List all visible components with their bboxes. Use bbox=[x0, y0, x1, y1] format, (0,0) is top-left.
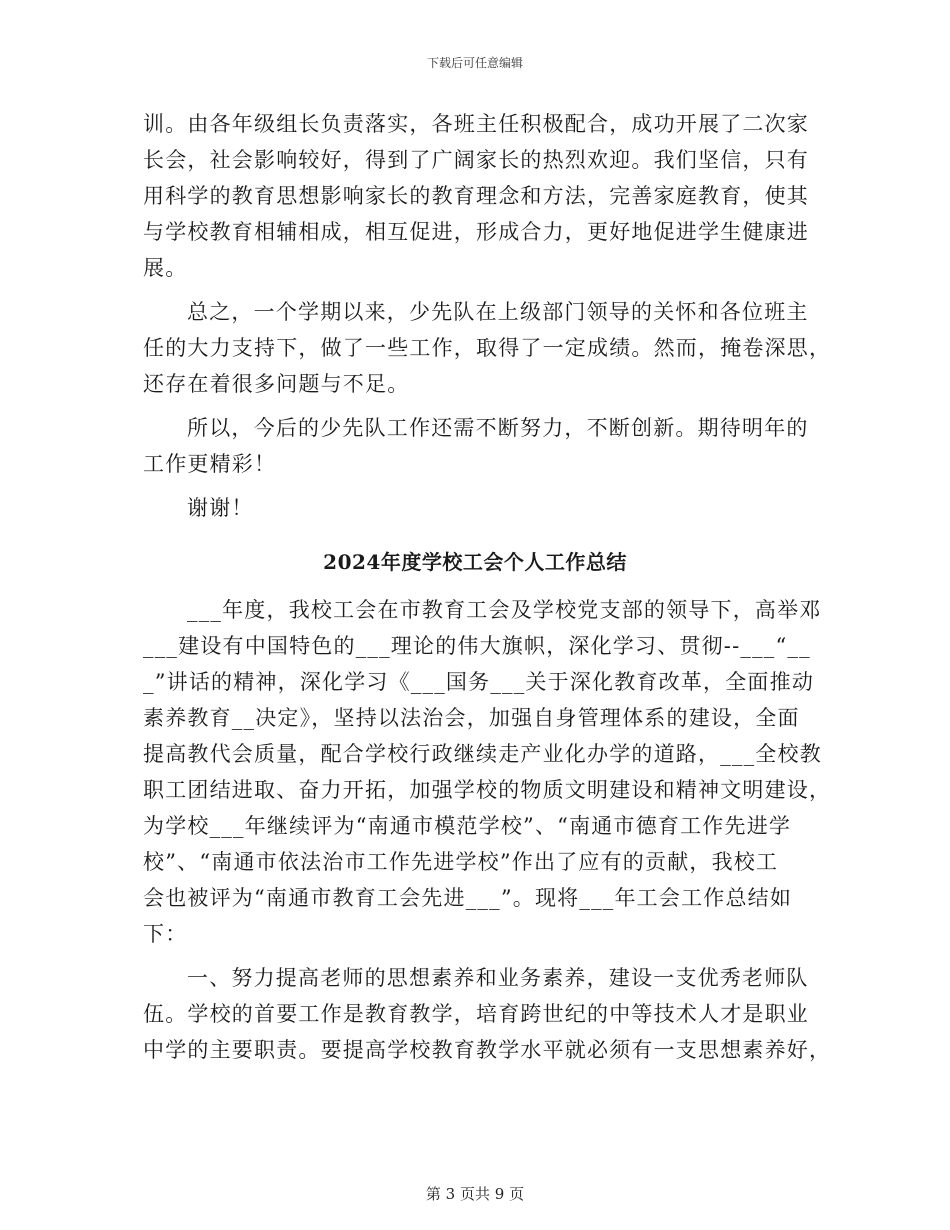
text-line: ___年度，我校工会在市教育工会及学校党支部的领导下，高举邓 bbox=[187, 598, 822, 622]
text-line: 一、努力提高老师的思想素养和业务素养，建设一支优秀老师队 bbox=[187, 966, 809, 990]
paragraph bbox=[143, 106, 807, 286]
paragraph bbox=[143, 294, 832, 402]
text-line: 伍。学校的首要工作是教育教学，培育跨世纪的中等技术人才是职业 bbox=[143, 1002, 809, 1026]
text-line: ___建设有中国特色的___理论的伟大旗帜，深化学习、贯彻--___“__ bbox=[143, 634, 811, 658]
document-body bbox=[143, 106, 832, 1068]
page-header: 下载后可任意编辑 bbox=[426, 56, 523, 70]
text-line: 素养教育__决定》，坚持以法治会，加强自身管理体系的建设，全面 bbox=[143, 706, 800, 730]
text-line: 谢谢！ bbox=[187, 496, 254, 520]
text-line: 与学校教育相辅相成，相互促进，形成合力，更好地促进学生健康进 bbox=[143, 220, 809, 244]
paragraph bbox=[143, 592, 832, 952]
text-line: 展。 bbox=[143, 256, 188, 280]
text-line: 中学的主要职责。要提高学校教育教学水平就必须有一支思想素养好， bbox=[143, 1038, 832, 1062]
text-line: 还存在着很多问题与不足。 bbox=[143, 372, 410, 396]
text-line: 校”、“南通市依法治市工作先进学校”作出了应有的贡献，我校工 bbox=[143, 850, 779, 874]
text-line: 训。由各年级组长负责落实，各班主任积极配合，成功开展了二次家 bbox=[143, 112, 809, 136]
text-line: 长会，社会影响较好，得到了广阔家长的热烈欢迎。我们坚信，只有 bbox=[143, 148, 809, 172]
text-line: 工作更精彩！ bbox=[143, 452, 277, 476]
paragraph bbox=[143, 410, 807, 482]
text-line: 会也被评为“南通市教育工会先进___”。现将___年工会工作总结如 bbox=[143, 886, 793, 910]
text-line: 用科学的教育思想影响家长的教育理念和方法，完善家庭教育，使其 bbox=[143, 184, 809, 208]
section-title: 2024年度学校工会个人工作总结 bbox=[323, 550, 627, 574]
text-line: 所以，今后的少先队工作还需不断努力，不断创新。期待明年的 bbox=[187, 416, 809, 440]
paragraph bbox=[143, 960, 832, 1068]
paragraph bbox=[143, 490, 807, 526]
text-line: 为学校___年继续评为“南通市模范学校”、“南通市德育工作先进学 bbox=[143, 814, 792, 838]
text-line: 总之，一个学期以来，少先队在上级部门领导的关怀和各位班主 bbox=[187, 300, 809, 324]
text-line: _”讲话的精神，深化学习《___国务___关于深化教育改革，全面推动 bbox=[143, 670, 815, 694]
text-line: 职工团结进取、奋力开拓，加强学校的物质文明建设和精神文明建设， bbox=[143, 778, 832, 802]
page-footer: 第 3 页共 9 页 bbox=[425, 1185, 525, 1203]
text-line: 提高教代会质量，配合学校行政继续走产业化办学的道路，___全校教 bbox=[143, 742, 822, 766]
text-line: 任的大力支持下，做了一些工作，取得了一定成绩。然而，掩卷深思， bbox=[143, 336, 832, 360]
text-line: 下： bbox=[143, 922, 188, 946]
